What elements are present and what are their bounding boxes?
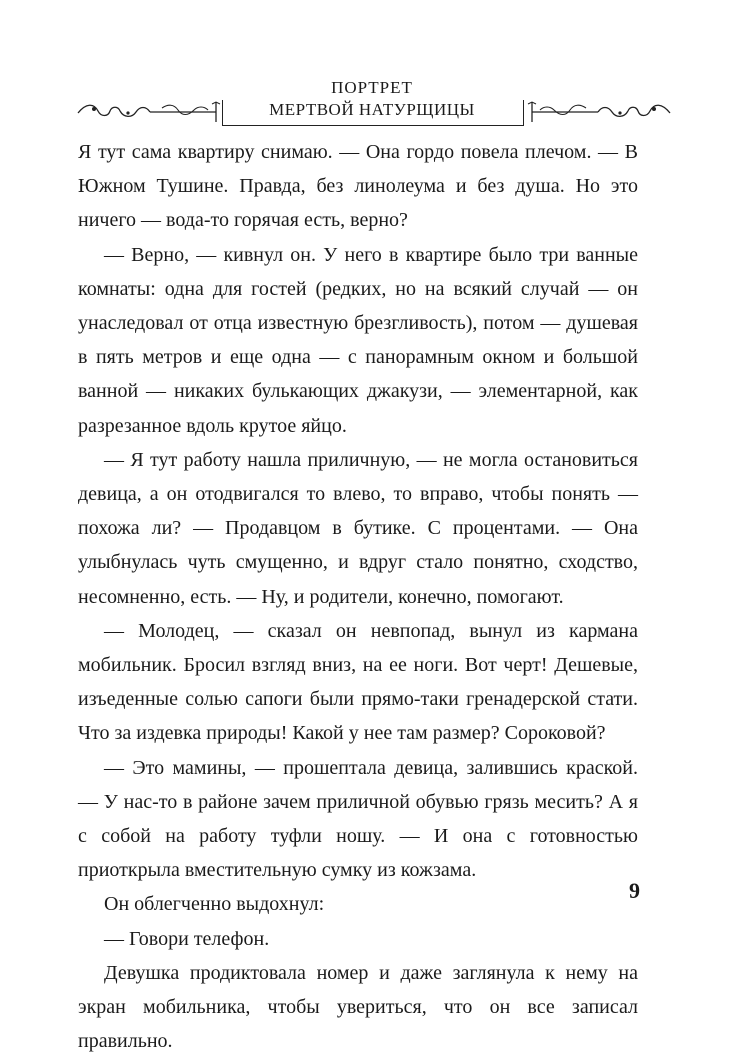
paragraph: Девушка продиктовала номер и даже заглянула к нему на экран мобильника, чтобы увериться, что он все записал правильно. [78, 961, 638, 1053]
paragraph: Он облегченно выдохнул: [104, 893, 325, 916]
paragraph: — Верно, — кивнул он. У него в квартире было три ванные комнаты: одна для гостей (редких, но на всякий случай — он унаследовал от отца известную брезгливость), потом — душевая в пять метров и еще одна — с панорамным окном и большой ванной — никаких булькающих джакузи, — элементарной, как разрезанное вдоль крутое яйцо. [78, 243, 638, 437]
paragraph: — Это мамины, — прошептала девица, залившись краской. — У нас-то в районе зачем приличной обувью грязь месить? А я с собой на работу туфли ношу. — И она с готовностью приоткрыла вместительную сумку из кожзама. [78, 756, 638, 882]
page-body-text [78, 135, 638, 1058]
header-title-line-2: МЕРТВОЙ НАТУРЩИЦЫ [269, 100, 475, 119]
page-number: 9 [629, 878, 640, 903]
header-title-line-1: ПОРТРЕТ [331, 78, 413, 97]
paragraph: Я тут сама квартиру снимаю. — Она гордо повела плечом. — В Южном Тушине. Правда, без линолеума и без душа. Но это ничего — вода-то горячая есть, верно? [78, 141, 638, 232]
paragraph: — Говори телефон. [104, 927, 270, 950]
running-header [72, 78, 672, 130]
paragraph: — Я тут работу нашла приличную, — не могла остановиться девица, а он отодвигался то влево, то вправо, чтобы понять — похожа ли? — Продавцом в бутике. С процентами. — Она улыбнулась чуть смущенно, и вдруг стало понятно, сходство, несомненно, есть. — Ну, и родители, конечно, помогают. [78, 448, 638, 608]
paragraph: — Молодец, — сказал он невпопад, вынул из кармана мобильник. Бросил взгляд вниз, на ее ноги. Вот черт! Дешевые, изъеденные солью сапоги были прямо-таки гренадерской стати. Что за издевка природы! Какой у нее там размер? Сороковой? [78, 619, 638, 745]
filigree-ornament-right-icon [522, 100, 672, 122]
